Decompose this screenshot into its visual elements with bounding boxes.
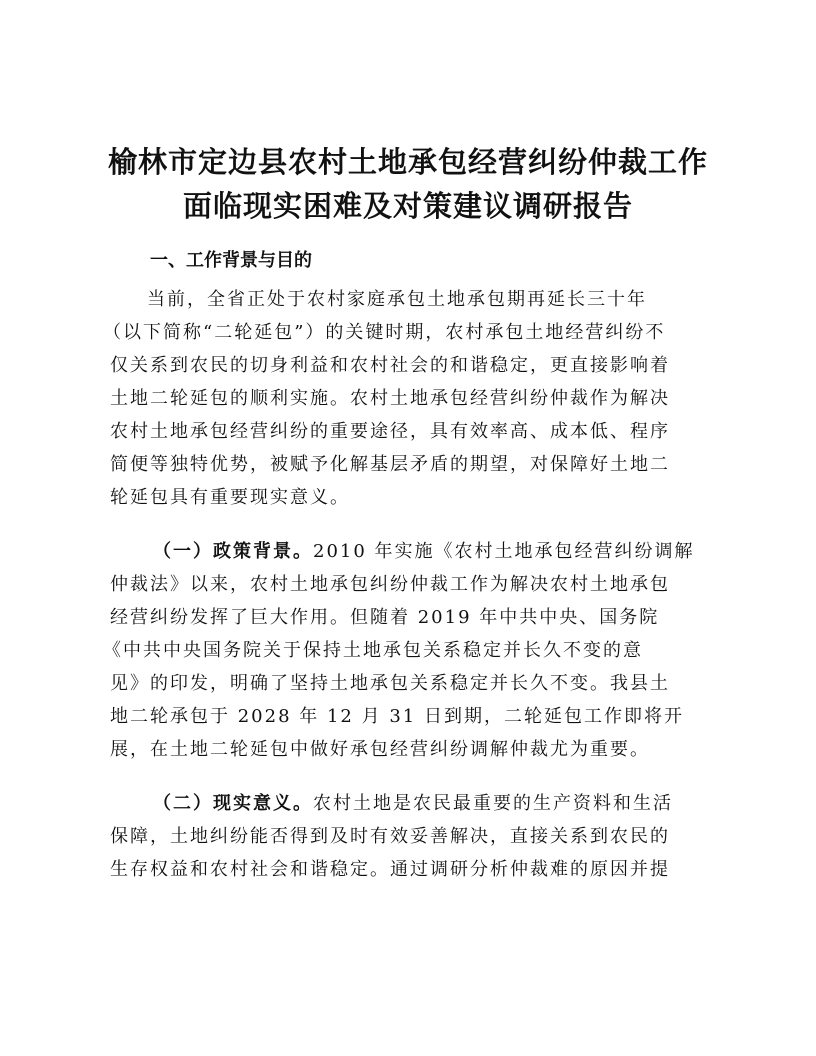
para2-line-2: 仲裁法》以来，农村土地承包纠纷仲裁工作为解决农村土地承包: [110, 574, 670, 595]
para2-line-5: 见》的印发，明确了坚持土地承包关系稳定并长久不变。我县土: [110, 673, 670, 694]
para3-title: （二）现实意义。: [153, 793, 313, 814]
para2-title: （一）政策背景。: [153, 541, 313, 562]
para1-line-6: 简便等独特优势，被赋予化解基层矛盾的期望，对保障好土地二: [110, 454, 670, 475]
section-heading: 一、工作背景与目的: [150, 250, 312, 271]
title-line-1: 榆林市定边县农村土地承包经营纠纷仲裁工作: [107, 145, 708, 179]
para2-line-3: 经营纠纷发挥了巨大作用。但随着 2019 年中共中央、国务院: [110, 607, 660, 628]
para1-line-2: （以下简称“二轮延包”）的关键时期，农村承包土地经营纠纷不: [103, 322, 666, 343]
para3-line-1: [153, 789, 673, 819]
para2-line-1: [153, 537, 695, 567]
para1-line-4: 土地二轮延包的顺利实施。农村土地承包经营纠纷仲裁作为解决: [110, 388, 670, 409]
para2-line-4: 《中共中央国务院关于保持土地承包关系稳定并长久不变的意: [103, 640, 643, 661]
para2-line-7: 展，在土地二轮延包中做好承包经营纠纷调解仲裁尤为重要。: [110, 739, 650, 760]
para1-line-3: 仅关系到农民的切身利益和农村社会的和谐稳定，更直接影响着: [110, 355, 670, 376]
para2-text-1: 2010 年实施《农村土地承包经营纠纷调解: [313, 541, 695, 562]
para1-line-7: 轮延包具有重要现实意义。: [110, 487, 350, 508]
para2-line-6: 地二轮承包于 2028 年 12 月 31 日到期，二轮延包工作即将开: [110, 706, 684, 727]
para3-line-2: 保障，土地纠纷能否得到及时有效妥善解决，直接关系到农民的: [110, 826, 670, 847]
para1-line-5: 农村土地承包经营纠纷的重要途径，具有效率高、成本低、程序: [110, 421, 670, 442]
title-line-2: 面临现实困难及对策建议调研报告: [182, 189, 633, 223]
para1-line-1: 当前，全省正处于农村家庭承包土地承包期再延长三十年: [147, 289, 647, 310]
para3-line-3: 生存权益和农村社会和谐稳定。通过调研分析仲裁难的原因并提: [110, 859, 670, 880]
document-title: [100, 140, 716, 228]
para3-text-1: 农村土地是农民最重要的生产资料和生活: [313, 793, 673, 814]
